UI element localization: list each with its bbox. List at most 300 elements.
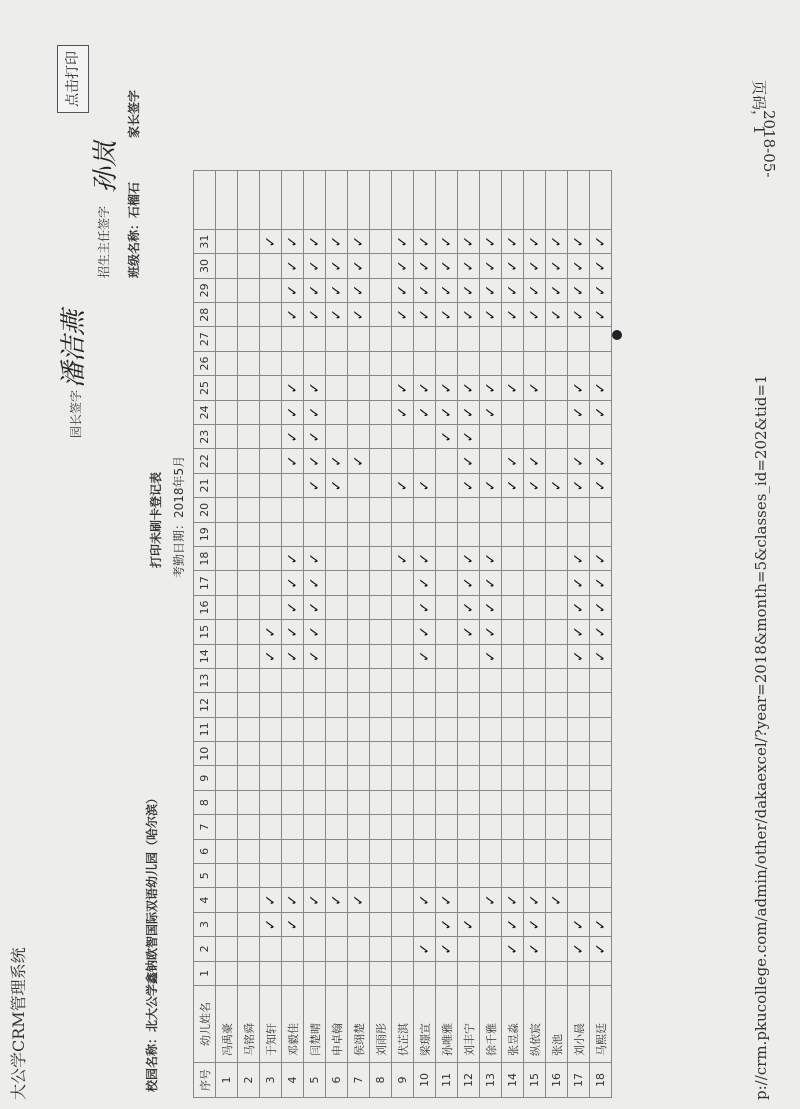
check-mark: ✓ xyxy=(416,260,433,272)
day-cell xyxy=(502,644,524,668)
day-cell xyxy=(282,425,304,449)
day-cell xyxy=(480,888,502,912)
check-mark: ✓ xyxy=(438,260,455,272)
seq-cell: 15 xyxy=(524,1063,546,1098)
day-cell xyxy=(590,912,612,936)
day-cell xyxy=(392,961,414,985)
day-cell xyxy=(304,254,326,278)
day-cell xyxy=(436,790,458,814)
day-cell xyxy=(238,668,260,692)
day-cell xyxy=(568,961,590,985)
day-cell xyxy=(260,937,282,961)
day-cell xyxy=(414,376,436,400)
day-cell xyxy=(480,912,502,936)
day-cell xyxy=(480,595,502,619)
child-name-cell: 徐千雅 xyxy=(480,986,502,1063)
day-cell xyxy=(282,595,304,619)
day-cell xyxy=(216,742,238,766)
day-cell xyxy=(260,546,282,570)
day-header: 7 xyxy=(194,815,216,839)
day-cell xyxy=(568,644,590,668)
day-cell xyxy=(590,864,612,888)
day-cell xyxy=(348,278,370,302)
day-cell xyxy=(480,815,502,839)
day-cell xyxy=(436,888,458,912)
day-cell xyxy=(392,546,414,570)
day-cell xyxy=(458,595,480,619)
day-cell xyxy=(414,571,436,595)
day-cell xyxy=(326,425,348,449)
attendance-table xyxy=(193,170,612,1098)
day-cell xyxy=(370,425,392,449)
print-date-label: 2018-05- xyxy=(760,110,778,178)
day-cell xyxy=(348,522,370,546)
check-mark: ✓ xyxy=(262,894,279,906)
day-cell xyxy=(546,571,568,595)
day-cell xyxy=(216,376,238,400)
check-mark: ✓ xyxy=(306,284,323,297)
seq-cell: 13 xyxy=(480,1063,502,1098)
day-cell xyxy=(458,425,480,449)
recruiter-signature: 孙岚 xyxy=(91,140,121,193)
day-cell xyxy=(304,742,326,766)
day-cell xyxy=(524,888,546,912)
day-cell xyxy=(458,571,480,595)
day-header: 5 xyxy=(194,864,216,888)
day-cell xyxy=(304,376,326,400)
day-cell xyxy=(216,839,238,863)
day-cell xyxy=(370,815,392,839)
check-mark: ✓ xyxy=(482,406,499,419)
day-cell xyxy=(348,351,370,375)
day-cell xyxy=(546,229,568,253)
table-row xyxy=(304,170,326,1097)
check-mark: ✓ xyxy=(460,552,477,565)
scan-speck xyxy=(612,330,622,340)
day-cell xyxy=(546,620,568,644)
day-cell xyxy=(546,766,568,790)
day-cell xyxy=(414,595,436,619)
day-cell xyxy=(392,278,414,302)
day-cell xyxy=(370,961,392,985)
check-mark: ✓ xyxy=(526,235,543,248)
day-cell xyxy=(546,912,568,936)
principal-signature: 潘洁燕 xyxy=(59,309,89,388)
day-cell xyxy=(568,376,590,400)
day-cell xyxy=(392,937,414,961)
check-mark: ✓ xyxy=(526,382,543,394)
check-mark: ✓ xyxy=(438,284,455,297)
check-mark: ✓ xyxy=(482,577,499,589)
day-cell xyxy=(436,668,458,692)
check-mark: ✓ xyxy=(526,284,543,297)
check-mark: ✓ xyxy=(306,406,323,419)
day-cell xyxy=(590,571,612,595)
day-cell xyxy=(392,522,414,546)
day-cell xyxy=(436,425,458,449)
day-cell xyxy=(414,278,436,302)
day-cell xyxy=(524,522,546,546)
day-cell xyxy=(216,546,238,570)
check-mark: ✓ xyxy=(592,601,609,614)
day-cell xyxy=(392,303,414,327)
day-cell xyxy=(524,425,546,449)
check-mark: ✓ xyxy=(592,284,609,297)
day-cell xyxy=(546,742,568,766)
day-cell xyxy=(282,254,304,278)
day-cell xyxy=(260,864,282,888)
day-cell xyxy=(348,254,370,278)
day-header: 28 xyxy=(194,303,216,327)
check-mark: ✓ xyxy=(482,601,499,614)
check-mark: ✓ xyxy=(460,382,477,394)
day-cell xyxy=(238,278,260,302)
check-mark: ✓ xyxy=(592,235,609,248)
day-cell xyxy=(480,742,502,766)
check-mark: ✓ xyxy=(328,894,345,906)
day-cell xyxy=(524,303,546,327)
check-mark: ✓ xyxy=(504,235,521,248)
day-cell xyxy=(348,912,370,936)
day-cell xyxy=(524,278,546,302)
check-mark: ✓ xyxy=(482,260,499,272)
day-cell xyxy=(524,937,546,961)
day-cell xyxy=(348,498,370,522)
check-mark: ✓ xyxy=(438,308,455,321)
check-mark: ✓ xyxy=(438,894,455,906)
day-cell xyxy=(546,717,568,741)
check-mark: ✓ xyxy=(350,284,367,297)
day-cell xyxy=(436,595,458,619)
check-mark: ✓ xyxy=(482,650,499,663)
table-row xyxy=(392,170,414,1097)
day-cell xyxy=(238,912,260,936)
day-cell xyxy=(304,693,326,717)
day-header: 17 xyxy=(194,571,216,595)
day-cell xyxy=(282,400,304,424)
day-cell xyxy=(458,693,480,717)
day-cell xyxy=(304,839,326,863)
day-header: 2 xyxy=(194,937,216,961)
day-cell xyxy=(326,888,348,912)
day-cell xyxy=(370,790,392,814)
day-cell xyxy=(502,790,524,814)
day-cell xyxy=(436,351,458,375)
day-header: 31 xyxy=(194,229,216,253)
day-cell xyxy=(216,522,238,546)
day-cell xyxy=(546,815,568,839)
day-cell xyxy=(524,620,546,644)
table-row xyxy=(348,170,370,1097)
day-cell xyxy=(480,229,502,253)
day-cell xyxy=(480,376,502,400)
day-cell xyxy=(282,644,304,668)
check-mark: ✓ xyxy=(460,260,477,272)
day-cell xyxy=(458,278,480,302)
day-cell xyxy=(546,522,568,546)
check-mark: ✓ xyxy=(306,308,323,321)
day-cell xyxy=(238,815,260,839)
day-cell xyxy=(436,766,458,790)
check-mark: ✓ xyxy=(570,918,587,931)
day-cell xyxy=(348,376,370,400)
day-cell xyxy=(216,571,238,595)
day-cell xyxy=(260,498,282,522)
day-cell xyxy=(436,937,458,961)
day-cell xyxy=(502,498,524,522)
day-cell xyxy=(304,278,326,302)
day-cell xyxy=(216,864,238,888)
day-cell xyxy=(238,693,260,717)
day-cell xyxy=(568,839,590,863)
day-cell xyxy=(238,498,260,522)
check-mark: ✓ xyxy=(306,625,323,638)
day-cell xyxy=(370,351,392,375)
day-cell xyxy=(568,620,590,644)
day-cell xyxy=(414,668,436,692)
day-cell xyxy=(326,961,348,985)
day-cell xyxy=(458,912,480,936)
day-cell xyxy=(348,327,370,351)
day-cell xyxy=(370,400,392,424)
day-cell xyxy=(326,254,348,278)
day-cell xyxy=(546,937,568,961)
day-cell xyxy=(414,254,436,278)
day-cell xyxy=(304,425,326,449)
day-header: 24 xyxy=(194,400,216,424)
check-mark: ✓ xyxy=(592,382,609,394)
day-cell xyxy=(238,888,260,912)
check-mark: ✓ xyxy=(570,943,587,955)
check-mark: ✓ xyxy=(394,284,411,297)
day-cell xyxy=(524,254,546,278)
check-mark: ✓ xyxy=(284,430,301,443)
day-cell xyxy=(568,327,590,351)
day-cell xyxy=(216,229,238,253)
day-cell xyxy=(436,400,458,424)
day-cell xyxy=(568,864,590,888)
parent-sign-cell xyxy=(326,170,348,229)
check-mark: ✓ xyxy=(592,260,609,272)
check-mark: ✓ xyxy=(504,455,521,467)
day-cell xyxy=(260,620,282,644)
day-cell xyxy=(590,546,612,570)
day-cell xyxy=(458,937,480,961)
table-row xyxy=(414,170,436,1097)
day-cell xyxy=(502,327,524,351)
day-cell xyxy=(260,742,282,766)
day-header: 20 xyxy=(194,498,216,522)
check-mark: ✓ xyxy=(262,235,279,248)
day-cell xyxy=(502,425,524,449)
check-mark: ✓ xyxy=(438,382,455,394)
table-row xyxy=(568,170,590,1097)
day-cell xyxy=(370,229,392,253)
seq-cell: 8 xyxy=(370,1063,392,1098)
day-cell xyxy=(392,620,414,644)
day-cell xyxy=(348,766,370,790)
check-mark: ✓ xyxy=(350,235,367,248)
check-mark: ✓ xyxy=(416,650,433,663)
check-mark: ✓ xyxy=(504,284,521,297)
check-mark: ✓ xyxy=(460,284,477,297)
day-cell xyxy=(260,229,282,253)
day-cell xyxy=(414,229,436,253)
day-cell xyxy=(546,449,568,473)
day-cell xyxy=(546,498,568,522)
day-cell xyxy=(238,425,260,449)
day-cell xyxy=(282,376,304,400)
check-mark: ✓ xyxy=(284,552,301,565)
check-mark: ✓ xyxy=(592,577,609,589)
seq-cell: 6 xyxy=(326,1063,348,1098)
check-mark: ✓ xyxy=(526,260,543,272)
day-cell xyxy=(348,473,370,497)
check-mark: ✓ xyxy=(416,625,433,638)
table-row xyxy=(524,170,546,1097)
day-cell xyxy=(590,790,612,814)
day-cell xyxy=(458,400,480,424)
recruiter-sign-label: 招生主任签字 xyxy=(97,205,111,278)
check-mark: ✓ xyxy=(482,382,499,394)
seq-cell: 17 xyxy=(568,1063,590,1098)
day-cell xyxy=(458,717,480,741)
day-cell xyxy=(414,717,436,741)
day-cell xyxy=(304,595,326,619)
day-cell xyxy=(458,303,480,327)
check-mark: ✓ xyxy=(548,308,565,321)
day-cell xyxy=(458,790,480,814)
day-cell xyxy=(436,571,458,595)
day-cell xyxy=(282,717,304,741)
day-cell xyxy=(524,449,546,473)
day-cell xyxy=(590,254,612,278)
child-name-cell: 闫楚晴 xyxy=(304,986,326,1063)
day-cell xyxy=(568,303,590,327)
check-mark: ✓ xyxy=(350,308,367,321)
day-cell xyxy=(590,278,612,302)
day-cell xyxy=(568,425,590,449)
seq-cell: 11 xyxy=(436,1063,458,1098)
day-cell xyxy=(546,400,568,424)
day-cell xyxy=(282,449,304,473)
day-cell xyxy=(502,595,524,619)
day-cell xyxy=(590,766,612,790)
day-cell xyxy=(546,961,568,985)
child-name-cell: 马铭舜 xyxy=(238,986,260,1063)
day-header: 23 xyxy=(194,425,216,449)
day-cell xyxy=(260,912,282,936)
day-cell xyxy=(436,717,458,741)
parent-sign-cell xyxy=(304,170,326,229)
day-cell xyxy=(260,668,282,692)
child-name-cell: 刘雨彤 xyxy=(370,986,392,1063)
day-cell xyxy=(238,449,260,473)
day-cell xyxy=(260,766,282,790)
day-cell xyxy=(546,303,568,327)
class-name xyxy=(125,182,142,278)
day-cell xyxy=(480,839,502,863)
table-row xyxy=(216,170,238,1097)
day-cell xyxy=(326,400,348,424)
day-cell xyxy=(216,498,238,522)
day-cell xyxy=(304,571,326,595)
day-cell xyxy=(304,717,326,741)
day-cell xyxy=(458,546,480,570)
child-name-cell: 张昱淼 xyxy=(502,986,524,1063)
check-mark: ✓ xyxy=(570,552,587,565)
class-name-value: 石榴石 xyxy=(127,181,141,218)
day-header: 29 xyxy=(194,278,216,302)
day-cell xyxy=(458,522,480,546)
day-cell xyxy=(392,229,414,253)
day-header: 1 xyxy=(194,961,216,985)
day-cell xyxy=(524,790,546,814)
check-mark: ✓ xyxy=(548,284,565,297)
day-cell xyxy=(590,815,612,839)
check-mark: ✓ xyxy=(438,235,455,248)
check-mark: ✓ xyxy=(394,260,411,272)
day-cell xyxy=(282,327,304,351)
day-cell xyxy=(282,790,304,814)
check-mark: ✓ xyxy=(416,235,433,248)
day-cell xyxy=(370,742,392,766)
day-cell xyxy=(414,742,436,766)
day-cell xyxy=(524,473,546,497)
day-cell xyxy=(568,498,590,522)
day-cell xyxy=(568,473,590,497)
day-cell xyxy=(524,595,546,619)
day-cell xyxy=(370,595,392,619)
day-cell xyxy=(480,693,502,717)
day-cell xyxy=(260,888,282,912)
day-cell xyxy=(524,376,546,400)
page-number-label: 页码，1 xyxy=(750,80,768,135)
day-cell xyxy=(414,766,436,790)
check-mark: ✓ xyxy=(328,260,345,272)
print-button[interactable]: 点击打印 xyxy=(57,45,89,113)
day-cell xyxy=(502,961,524,985)
day-cell xyxy=(436,546,458,570)
attendance-date-value: 2018年5月 xyxy=(172,455,186,518)
child-name-cell: 伏芷淇 xyxy=(392,986,414,1063)
day-cell xyxy=(458,254,480,278)
check-mark: ✓ xyxy=(504,260,521,272)
check-mark: ✓ xyxy=(592,918,609,931)
day-cell xyxy=(370,864,392,888)
day-cell xyxy=(326,790,348,814)
check-mark: ✓ xyxy=(306,455,323,467)
day-cell xyxy=(524,693,546,717)
check-mark: ✓ xyxy=(460,625,477,638)
day-cell xyxy=(348,693,370,717)
day-cell xyxy=(304,912,326,936)
parent-sign-cell xyxy=(348,170,370,229)
day-cell xyxy=(392,912,414,936)
day-cell xyxy=(282,620,304,644)
day-cell xyxy=(370,668,392,692)
day-cell xyxy=(392,351,414,375)
day-cell xyxy=(480,790,502,814)
day-cell xyxy=(414,351,436,375)
check-mark: ✓ xyxy=(416,406,433,419)
check-mark: ✓ xyxy=(284,625,301,638)
day-cell xyxy=(260,254,282,278)
child-name-cell: 刘小晨 xyxy=(568,986,590,1063)
day-cell xyxy=(590,327,612,351)
seq-header: 序号 xyxy=(194,1063,216,1098)
day-cell xyxy=(216,400,238,424)
